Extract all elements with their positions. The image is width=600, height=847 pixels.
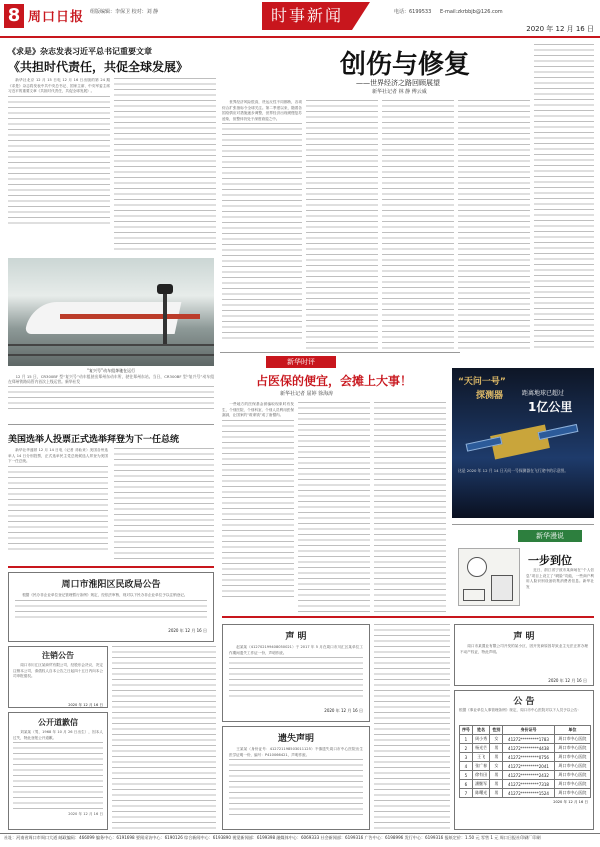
table-row	[460, 753, 591, 762]
table-cell: 周小秀	[472, 735, 490, 744]
table-cell: 6	[460, 780, 473, 789]
lead-title: 《共担时代责任，共促全球发展》	[8, 60, 189, 74]
table-cell: 杨光芒	[472, 744, 490, 753]
feature-byline: 新华社记者 林 静 傅云威	[372, 89, 427, 95]
table-header-cell: 性别	[490, 726, 503, 735]
space-ad-line2: 探测器	[476, 391, 504, 401]
lost-statement: 遗失声明 王某某（身份证号：412721198503011125）不慎遗失周口市中心医院出生医学证明一份，编号：P410066421，声明作废。	[222, 726, 370, 830]
table-cell: 女	[490, 735, 503, 744]
space-ad-line1: “天问一号”	[458, 377, 506, 387]
us-article-body: 新华社华盛顿 12 月 14 日电（记者 邓仙来）美国各州选举人 14 日分别投票，正式选举民主党总统候选人拜登为美国下一任总统。	[8, 448, 108, 560]
civil-affairs-title: 周口市淮阳区民政局公告	[61, 580, 161, 590]
table-cell: 男	[490, 780, 503, 789]
commentary-byline: 新华社记者 屈婷 徐海涛	[280, 391, 334, 397]
table-header-cell: 身份证号	[503, 726, 554, 735]
feature-subtitle: ——世界经济之路回顾展望	[356, 79, 440, 87]
table-cell: 7	[460, 789, 473, 798]
table-cell: 陈曙光	[472, 789, 490, 798]
table-cell: 周口市中心医院	[554, 771, 590, 780]
table-cell: 周口市中心医院	[554, 735, 590, 744]
feature-col4	[458, 100, 530, 350]
table-cell: 41272*********1524	[503, 789, 554, 798]
table-cell: 潘继军	[472, 780, 490, 789]
feature-title: 创伤与修复	[340, 50, 471, 80]
table-cell: 41272*********2041	[503, 762, 554, 771]
table-header-cell: 序号	[460, 726, 473, 735]
train-caption: “复兴号”动车组奔驰在运行 12 月 15 日，CR300BF 型“复兴号”动车组驶出郑州东动车所，驶往郑州东站。当日，CR300BF 型“复兴号”动车组在郑州铁路局管内首次上线运营。新华社发	[8, 368, 214, 420]
table-header-cell: 单位	[554, 726, 590, 735]
table-cell: 周口市中心医院	[554, 762, 590, 771]
cancel-notice: 注销公告 周口市川汇区某商贸有限公司，经股东会决议，决定注销本公司，请债权人自本公告之日起四十五日内向本公司申报债权。 2020 年 12 月 16 日	[8, 646, 108, 708]
table-cell: 张广春	[472, 762, 490, 771]
feature-col1: 世界经济风险很高，货运反性不同都断，各项综合扩张指标令全球关注。第二季度以来，随着各国疫情应对措施逐步调整，世界经济出现缓慢复苏迹象，但整体仍处于深度衰退之中。	[222, 100, 302, 350]
feature-col2	[306, 100, 378, 350]
table-cell: 女	[490, 762, 503, 771]
space-ad	[452, 368, 594, 518]
table-cell: 1	[460, 735, 473, 744]
lead-pre-title: 《求是》杂志发表习近平总书记重要文章	[8, 46, 152, 56]
table-cell: 41272*********0756	[503, 753, 554, 762]
commentary-col3	[374, 402, 446, 612]
cartoon-body: 近日，浙江省宁波市某商场在“个人信息”项目上设立了“刷脸”功能，一些商户利用人脸识别设备收集消费者信息。新华社发	[526, 568, 594, 589]
cartoon-title: 一步到位	[528, 554, 572, 567]
table-row	[460, 780, 591, 789]
masthead	[0, 0, 600, 38]
table-cell: 周口市中心医院	[554, 753, 590, 762]
us-article-title: 美国选举人投票正式选举拜登为下一任总统	[8, 435, 180, 445]
feature-col3	[382, 100, 454, 350]
lead-body-col2	[114, 78, 216, 254]
table-cell: 41272*********7318	[503, 780, 554, 789]
cartoon-image	[458, 548, 520, 606]
table-cell: 3	[460, 753, 473, 762]
table-row	[460, 735, 591, 744]
page-number: 8	[4, 4, 24, 28]
editor-line: 组版编辑：李保卫 校对：刘 静	[90, 9, 159, 15]
email: E-mail:zkrbbjb@126.com	[440, 9, 503, 15]
us-article-col2	[114, 448, 214, 560]
space-ad-line4: 1亿公里	[528, 400, 573, 414]
table-cell: 周口市中心医院	[554, 780, 590, 789]
table-cell: 男	[490, 789, 503, 798]
statement-notice-1: 声 明 赵某某（412702199408050021）于 2017 年 5 月在周口市川汇区某单位工作期间遗失工作证一份，声明作废。 2020 年 12 月 16 日	[222, 624, 370, 722]
table-cell: 男	[490, 744, 503, 753]
table-row	[460, 771, 591, 780]
statement-notice-2: 声 明 周口市某置业有限公司开发的某小区，因开发商原因导致业主无法正常办理不动产权证，特此声明。 2020 年 12 月 16 日	[454, 624, 594, 686]
lead-body: 新华社北京 12 月 15 日电 12 月 16 日出版的第 24 期《求是》杂志将发表中共中央总书记、国家主席、中央军委主席习近平的重要文章《共担时代责任，共促全球发展》。	[8, 78, 110, 254]
apology-notice: 公开道歉信 刘某某（男，1968 年 10 月 26 日出生），因本人过失，特此登报公开道歉。 2020 年 12 月 16 日	[8, 712, 108, 830]
table-cell: 周口市中心医院	[554, 789, 590, 798]
section-title: 时事新闻	[262, 2, 352, 30]
table-header-cell: 姓名	[472, 726, 490, 735]
phone: 电话：6199533	[394, 9, 432, 15]
footer-info: 社址：河南省周口市周口大道 邮政编码：466099 编务中心：6191698 要闻采访中心：6190126 综合新闻中心：6193890 视觉新闻部：6199398 融媒体中心：6069333 社会新闻部：6199316 广告中心：6198996 发行中心：6199316 报纸定价：1.50 元 零售 1 元 周口日报社印刷厂印刷	[0, 833, 600, 847]
issue-date: 2020 年 12 月 16 日	[526, 25, 594, 33]
personnel-table	[459, 725, 591, 798]
notice-list-column	[374, 624, 450, 830]
table-cell: 4	[460, 762, 473, 771]
civil-affairs-notice: 周口市淮阳区民政局公告 根据《民办非企业单位登记管理暂行条例》规定，经依法审核，现对以下民办非企业单位予以注销登记。 2020 年 12 月 16 日	[8, 572, 214, 642]
commentary-col2	[298, 402, 370, 612]
table-cell: 王飞	[472, 753, 490, 762]
table-row	[460, 789, 591, 798]
cartoon-column: 新华漫说	[518, 530, 582, 542]
table-row	[460, 762, 591, 771]
paper-name: 周口日报	[28, 10, 85, 25]
table-cell: 2	[460, 744, 473, 753]
commentary-title: 占医保的便宜，会摊上大事！	[256, 374, 413, 388]
table-cell: 41272*********4438	[503, 744, 554, 753]
notice-misc-column	[112, 646, 216, 830]
public-notice: 公 告 根据《事业单位人事管理条例》规定，周口市中心医院对以下人员予以公告： 序号 姓名 性别 身份证号 单位 1 周小秀 女 41272*********1783 周口市中心医院 2 杨光芒 男 41272*********4438 周口市中心医院 3 王飞 男 41272*********0756 周口市中心医院 4 张广春 女 41272*********2041 周口市中心医院 5 徐有田 男 41272*********2432 周口市中心医院 6 潘继军 男 41272*********7318 周口市中心医院 7 陈曙光 男 41272*********1524 周口市中心医院 2020 年 12 月 16 日	[454, 690, 594, 830]
commentary-column: 新华时评	[266, 356, 336, 368]
table-cell: 徐有田	[472, 771, 490, 780]
space-ad-caption: 这是 2020 年 12 月 14 日天问一号探测器在飞行途中的示意图。	[458, 468, 569, 473]
table-cell: 41272*********2432	[503, 771, 554, 780]
train-photo	[8, 258, 214, 366]
table-row	[460, 744, 591, 753]
commentary-body: 一些地方的医保基金被骗取现象时有发生，个别医院、个别科室、个别人员利用医保漏洞，让国家的“救命钱”成了唐僧肉。	[222, 402, 294, 612]
feature-col5	[534, 44, 594, 350]
table-cell: 5	[460, 771, 473, 780]
table-cell: 周口市中心医院	[554, 744, 590, 753]
table-cell: 男	[490, 753, 503, 762]
table-cell: 41272*********1783	[503, 735, 554, 744]
space-ad-line3: 距离地球已超过	[522, 390, 565, 397]
table-cell: 男	[490, 771, 503, 780]
